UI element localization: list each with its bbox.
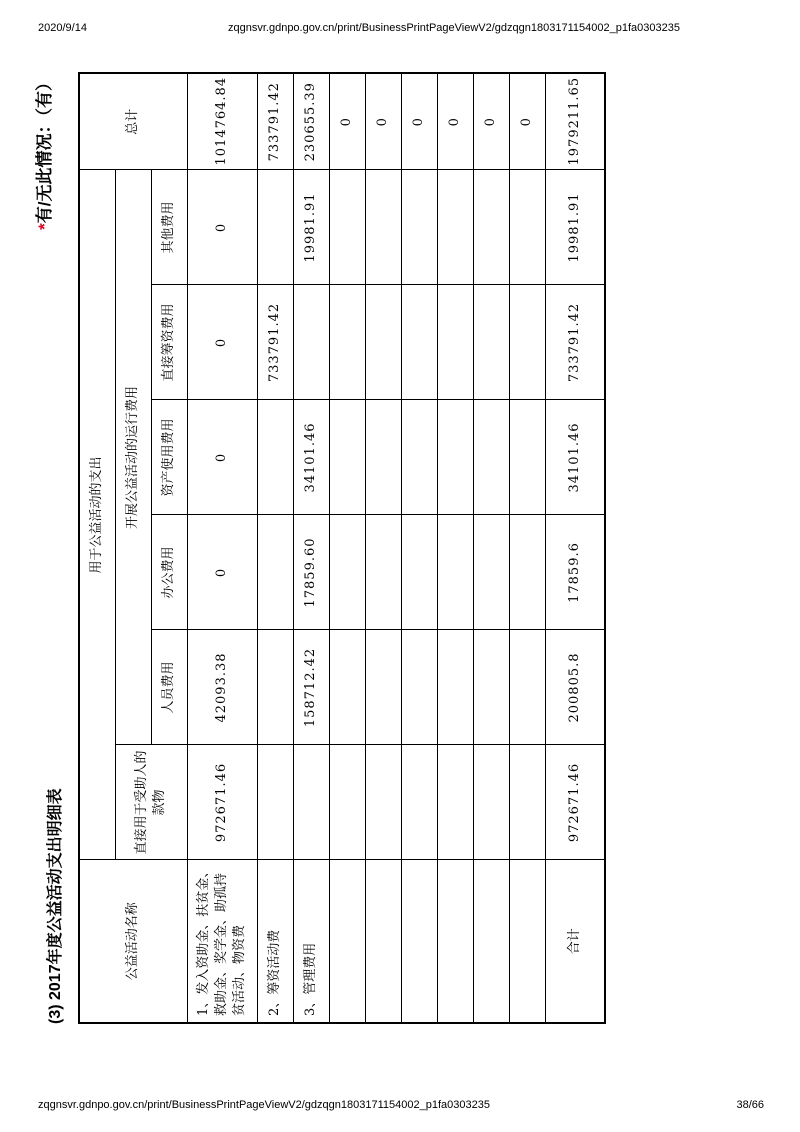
personnel-cell <box>437 630 473 745</box>
head-expenditure-group: 用于公益活动的支出 <box>79 170 115 860</box>
personnel-cell: 158712.42 <box>293 630 329 745</box>
asset-cell <box>329 400 365 515</box>
other-cell: 19981.91 <box>293 170 329 285</box>
required-star: * <box>35 223 54 230</box>
activity-name-cell <box>473 860 509 1023</box>
head-operating-group: 开展公益活动的运行费用 <box>115 170 151 745</box>
personnel-cell <box>473 630 509 745</box>
total-cell: 230655.39 <box>293 73 329 170</box>
head-total: 总计 <box>79 73 187 170</box>
office-cell <box>257 515 293 630</box>
total-cell: 1979211.65 <box>545 73 605 170</box>
office-cell: 17859.6 <box>545 515 605 630</box>
total-cell: 0 <box>509 73 545 170</box>
activity-name-cell: 合计 <box>545 860 605 1023</box>
direct-cell <box>509 745 545 860</box>
asset-cell: 34101.46 <box>545 400 605 515</box>
expenditure-table <box>78 72 606 1024</box>
total-cell: 733791.42 <box>257 73 293 170</box>
asset-cell: 0 <box>187 400 257 515</box>
total-cell: 0 <box>401 73 437 170</box>
total-cell: 0 <box>365 73 401 170</box>
fundraising-cell <box>473 285 509 400</box>
office-cell: 17859.60 <box>293 515 329 630</box>
fundraising-cell <box>365 285 401 400</box>
total-row <box>545 73 605 1023</box>
activity-name-cell <box>365 860 401 1023</box>
table-row <box>473 73 509 1023</box>
table-row <box>509 73 545 1023</box>
other-cell <box>329 170 365 285</box>
personnel-cell <box>257 630 293 745</box>
activity-name-cell: 1、发入资助金、扶贫金、救助金、奖学金、助孤持贫活动、物资费 <box>187 860 257 1023</box>
office-cell <box>437 515 473 630</box>
other-cell <box>365 170 401 285</box>
situation-flag <box>30 74 55 230</box>
personnel-cell <box>329 630 365 745</box>
other-cell: 0 <box>187 170 257 285</box>
office-cell <box>401 515 437 630</box>
other-cell: 19981.91 <box>545 170 605 285</box>
activity-name-cell <box>329 860 365 1023</box>
head-personnel: 人员费用 <box>151 630 187 745</box>
office-cell <box>509 515 545 630</box>
personnel-cell: 42093.38 <box>187 630 257 745</box>
head-direct-recipients: 直接用于受助人的款物 <box>115 745 187 860</box>
table-row <box>187 73 257 1023</box>
personnel-cell <box>509 630 545 745</box>
fundraising-cell <box>401 285 437 400</box>
fundraising-cell <box>329 285 365 400</box>
personnel-cell: 200805.8 <box>545 630 605 745</box>
table-row <box>329 73 365 1023</box>
direct-cell <box>329 745 365 860</box>
head-direct-fundraising: 直接筹资费用 <box>151 285 187 400</box>
head-activity-name: 公益活动名称 <box>79 860 187 1023</box>
activity-name-cell <box>437 860 473 1023</box>
other-cell <box>437 170 473 285</box>
other-cell <box>509 170 545 285</box>
print-footer-url: zqgnsvr.gdnpo.gov.cn/print/BusinessPrintPageViewV2/gdzqgn1803171154002_p1fa0303235 <box>38 1099 490 1111</box>
head-other: 其他费用 <box>151 170 187 285</box>
direct-cell: 972671.46 <box>187 745 257 860</box>
table-row <box>293 73 329 1023</box>
head-office: 办公费用 <box>151 515 187 630</box>
asset-cell <box>365 400 401 515</box>
asset-cell <box>437 400 473 515</box>
total-cell: 0 <box>437 73 473 170</box>
direct-cell <box>365 745 401 860</box>
table-row <box>257 73 293 1023</box>
print-header-url: zqgnsvr.gdnpo.gov.cn/print/BusinessPrintPageViewV2/gdzqgn1803171154002_p1fa0303235 <box>228 22 680 34</box>
asset-cell <box>401 400 437 515</box>
fundraising-cell <box>437 285 473 400</box>
fundraising-cell <box>509 285 545 400</box>
fundraising-cell: 0 <box>187 285 257 400</box>
office-cell <box>473 515 509 630</box>
situation-flag-text: 有/无此情况：（有） <box>35 74 54 224</box>
office-cell <box>365 515 401 630</box>
other-cell <box>473 170 509 285</box>
activity-name-cell <box>509 860 545 1023</box>
activity-name-cell <box>401 860 437 1023</box>
asset-cell <box>473 400 509 515</box>
direct-cell <box>437 745 473 860</box>
table-row <box>437 73 473 1023</box>
direct-cell <box>401 745 437 860</box>
fundraising-cell: 733791.42 <box>257 285 293 400</box>
fundraising-cell: 733791.42 <box>545 285 605 400</box>
asset-cell: 34101.46 <box>293 400 329 515</box>
table-row <box>365 73 401 1023</box>
other-cell <box>401 170 437 285</box>
head-asset-use: 资产使用费用 <box>151 400 187 515</box>
asset-cell <box>509 400 545 515</box>
table-caption <box>26 74 70 1024</box>
direct-cell: 972671.46 <box>545 745 605 860</box>
total-cell: 1014764.84 <box>187 73 257 170</box>
direct-cell <box>293 745 329 860</box>
office-cell: 0 <box>187 515 257 630</box>
direct-cell <box>257 745 293 860</box>
personnel-cell <box>401 630 437 745</box>
other-cell <box>257 170 293 285</box>
fundraising-cell <box>293 285 329 400</box>
total-cell: 0 <box>473 73 509 170</box>
page-number: 38/66 <box>736 1099 764 1111</box>
table-title: (3) 2017年度公益活动支出明细表 <box>47 788 64 1024</box>
table-row <box>401 73 437 1023</box>
total-cell: 0 <box>329 73 365 170</box>
activity-name-cell: 2、筹资活动费 <box>257 860 293 1023</box>
print-date: 2020/9/14 <box>38 22 87 34</box>
office-cell <box>329 515 365 630</box>
activity-name-cell: 3、管理费用 <box>293 860 329 1023</box>
rotated-report <box>35 74 582 1024</box>
personnel-cell <box>365 630 401 745</box>
asset-cell <box>257 400 293 515</box>
direct-cell <box>473 745 509 860</box>
